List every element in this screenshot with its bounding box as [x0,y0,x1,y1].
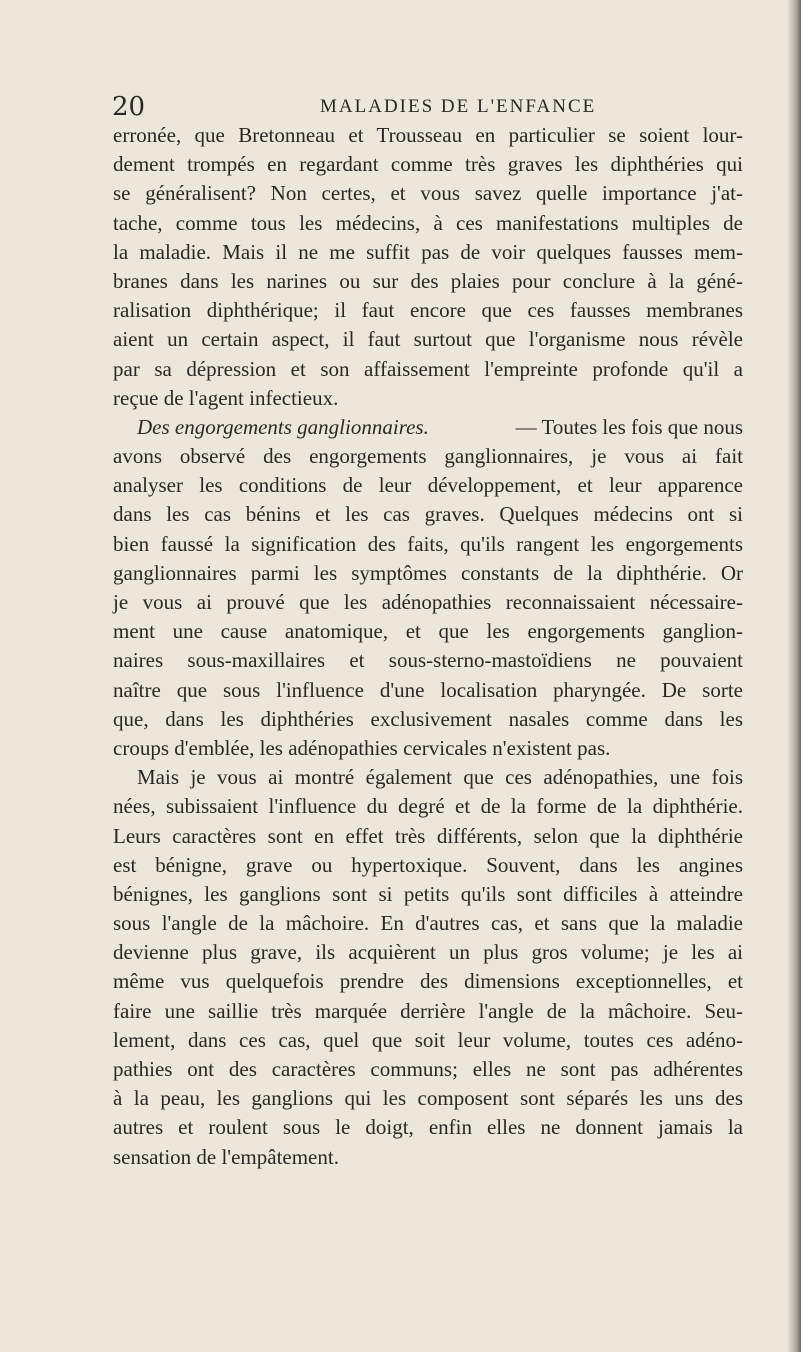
text-line: sensation de l'empâtement. [113,1144,339,1169]
text-line: même vus quelquefois prendre des dimensions exceptionnelles, et [113,969,743,994]
text-line: bénignes, les ganglions sont si petits qu'ils sont difficiles à atteindre [113,881,743,906]
text-line: nées, subissaient l'influence du degré et de la forme de la diphthérie. [113,794,743,819]
text-line: croups d'emblée, les adénopathies cervicales n'existent pas. [113,735,611,760]
text-line: autres et roulent sous le doigt, enfin elles ne donnent jamais la [113,1115,743,1140]
text-line: erronée, que Bretonneau et Trousseau en particulier se soient lour- [113,123,743,147]
text-line: naître que sous l'influence d'une localisation pharyngée. De sorte [113,677,743,702]
body-text [113,121,743,1172]
text-line: analyser les conditions de leur développement, et leur apparence [113,473,743,498]
text-line: faire une saillie très marquée derrière l'angle de la mâchoire. Seu- [113,998,743,1023]
section-heading-line [113,413,743,442]
text-line: pathies ont des caractères communs; elles ne sont pas adhérentes [113,1057,743,1081]
text-line: que, dans les diphthéries exclusivement nasales comme dans les [113,706,743,731]
text-line: Leurs caractères sont en effet très différents, selon que la diphthérie [113,823,743,848]
text-line: lement, dans ces cas, quel que soit leur volume, toutes ces adéno- [113,1027,743,1052]
text-line: est bénigne, grave ou hypertoxique. Souvent, dans les angines [113,852,743,877]
text-line: se généralisent? Non certes, et vous savez quelle importance j'at- [113,181,743,206]
text-line: ralisation diphthérique; il faut encore que ces fausses membranes [113,298,743,323]
text-line: Mais je vous ai montré également que ces adénopathies, une fois [137,765,743,790]
text-line: à la peau, les ganglions qui les composent sont séparés les uns des [113,1086,743,1111]
text-line: dans les cas bénins et les cas graves. Quelques médecins ont si [113,502,743,527]
section-heading: Des engorgements ganglionnaires. [137,414,429,439]
text-line: ment une cause anatomique, et que les engorgements ganglion- [113,619,743,644]
text-line: naires sous-maxillaires et sous-sterno-mastoïdiens ne pouvaient [113,648,743,673]
text-line: par sa dépression et son affaissement l'empreinte profonde qu'il a [113,356,743,381]
text-line: tache, comme tous les médecins, à ces manifestations multiples de [113,210,743,235]
text-line: la maladie. Mais il ne me suffit pas de voir quelques fausses mem- [113,239,743,264]
text-line: je vous ai prouvé que les adénopathies reconnaissaient nécessaire- [113,590,743,614]
text-line: bien faussé la signification des faits, qu'ils rangent les engorgements [113,531,743,556]
page-number: 20 [112,92,146,122]
heading-continuation: — Toutes les fois que nous [515,414,743,439]
text-line: ganglionnaires parmi les symptômes constants de la diphthérie. Or [113,560,743,585]
page-header [112,92,732,122]
text-line: branes dans les narines ou sur des plaies pour conclure à la géné- [113,268,743,293]
text-line: reçue de l'agent infectieux. [113,385,339,410]
text-line: dement trompés en regardant comme très graves les diphthéries qui [113,152,743,177]
running-title: MALADIES DE L'ENFANCE [320,96,597,117]
text-line: avons observé des engorgements ganglionnaires, je vous ai fait [113,444,743,469]
text-line: aient un certain aspect, il faut surtout que l'organisme nous révèle [113,327,743,352]
text-line: sous l'angle de la mâchoire. En d'autres cas, et sans que la maladie [113,911,743,936]
text-line: devienne plus grave, ils acquièrent un plus gros volume; je les ai [113,940,743,965]
page-edge-shadow [787,0,801,1352]
